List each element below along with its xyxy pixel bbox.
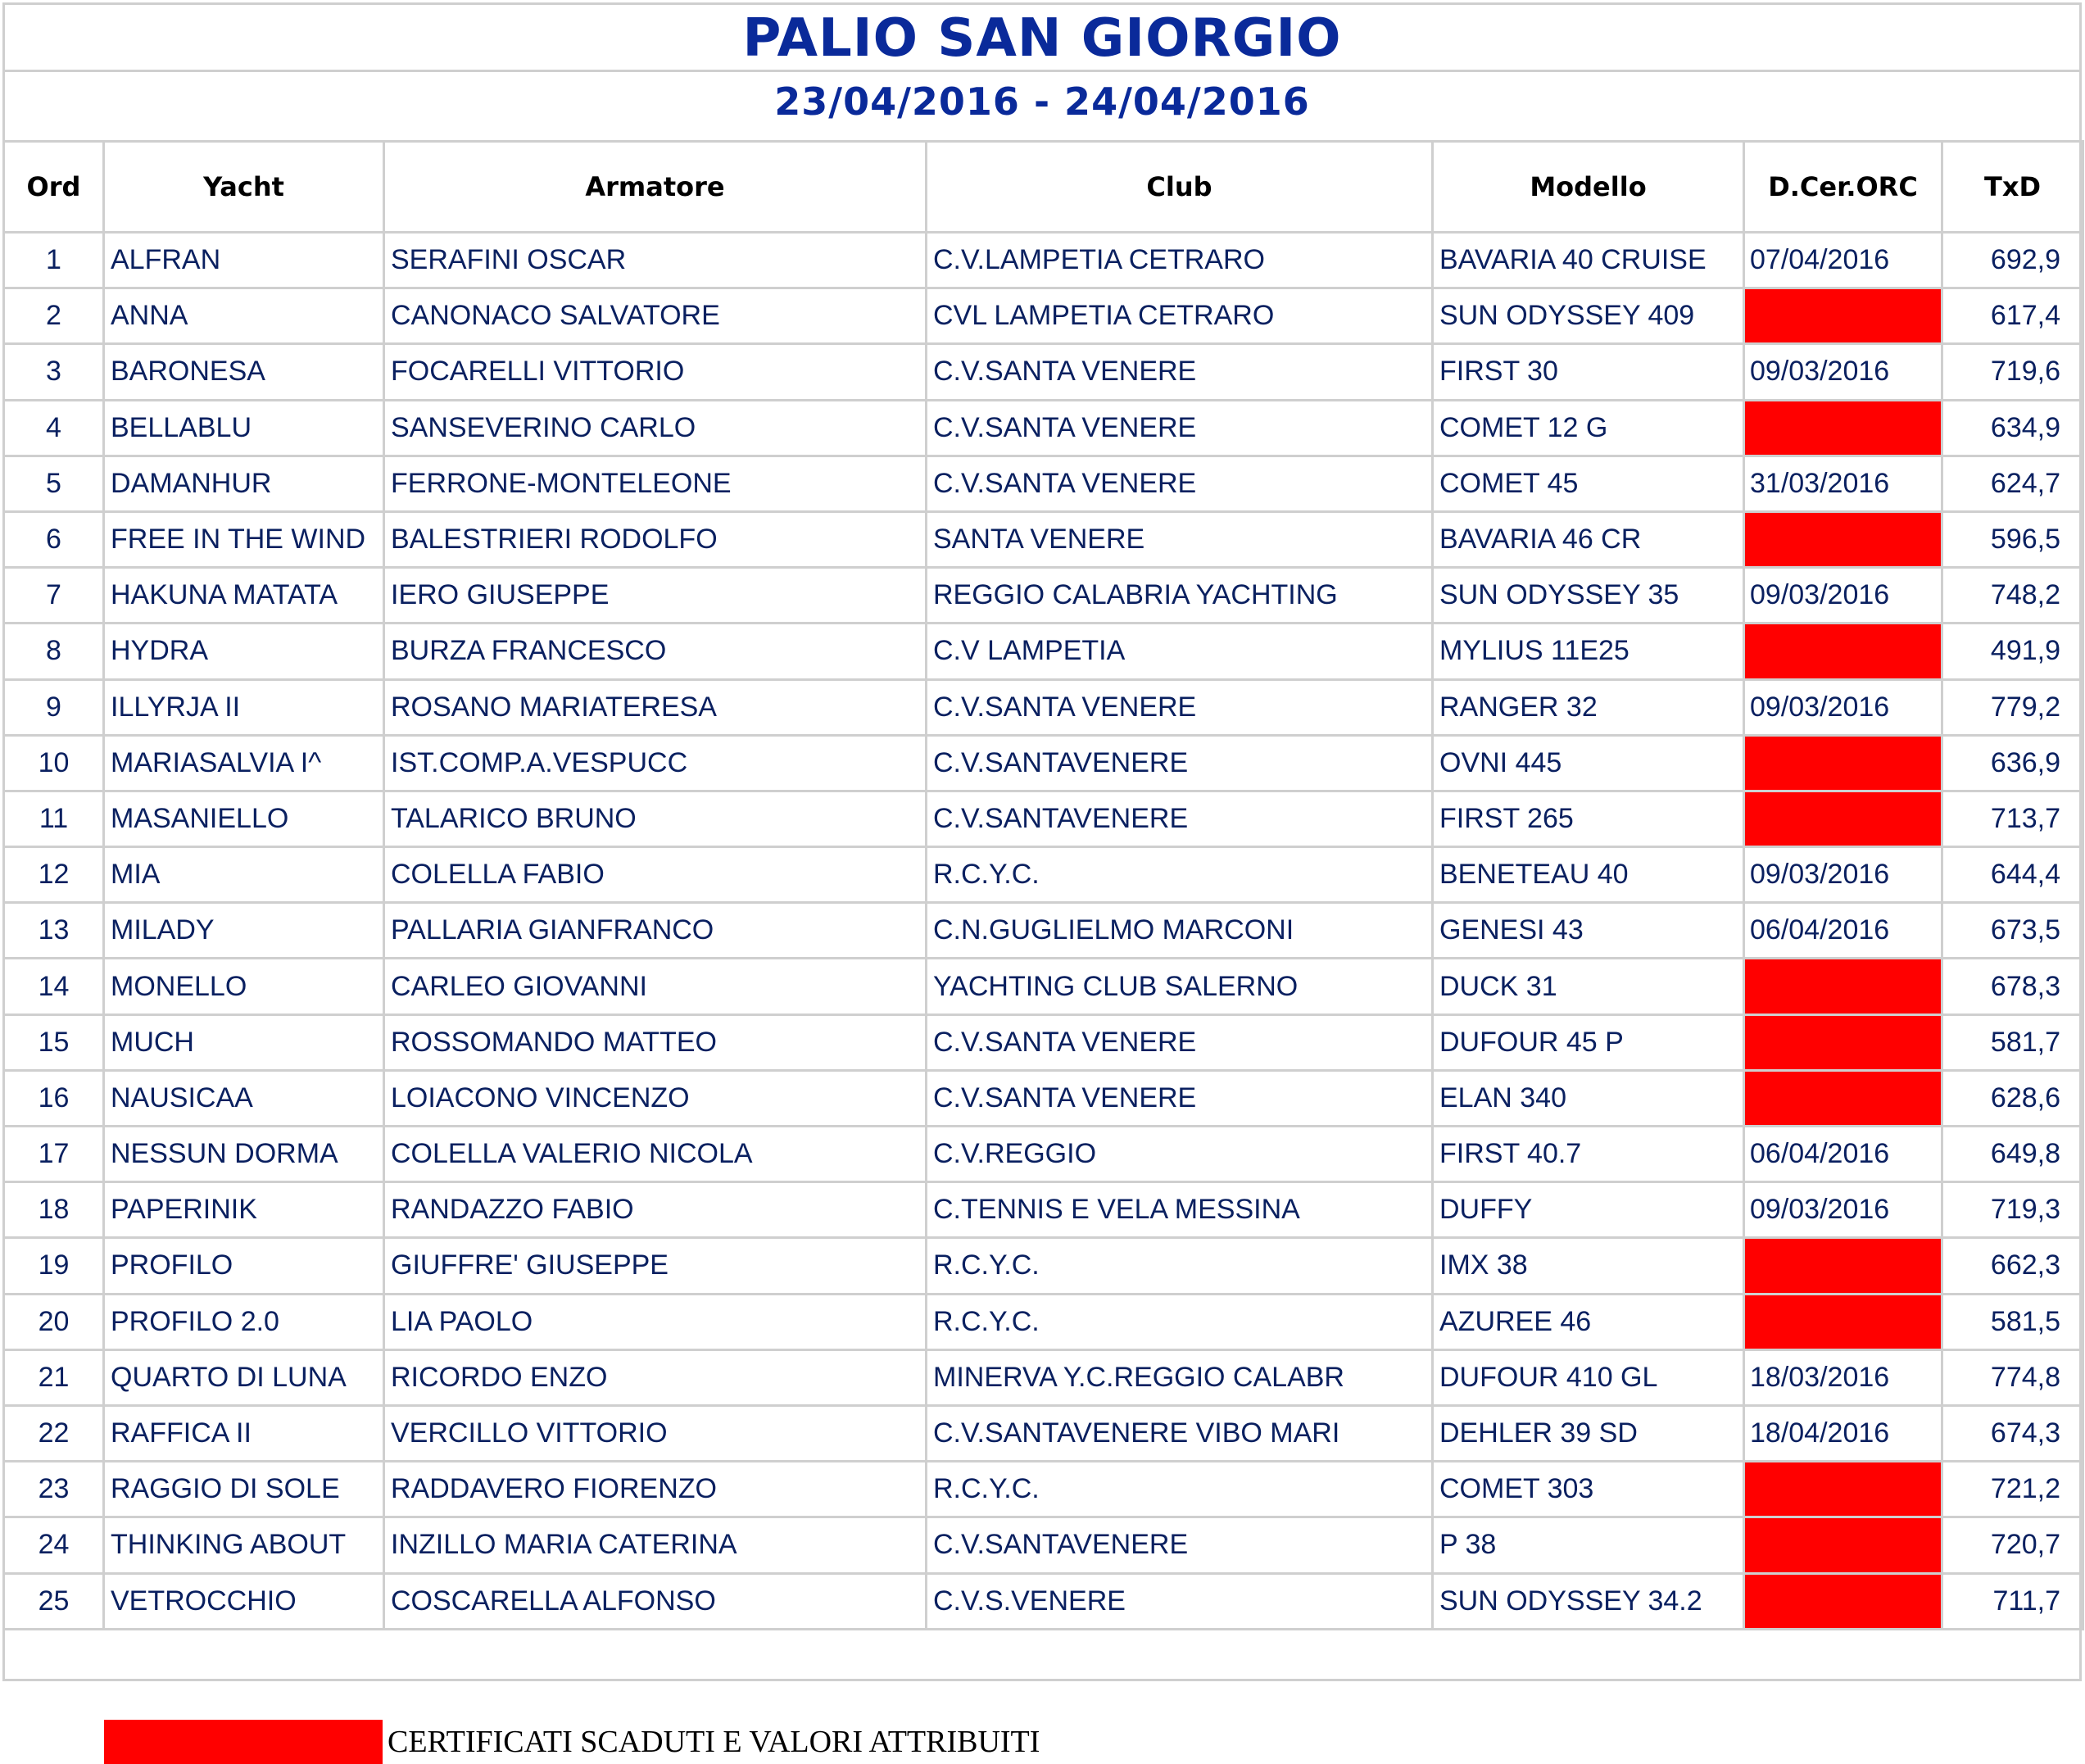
cell-cert-expired bbox=[1744, 1014, 1942, 1070]
cell-club: R.C.Y.C. bbox=[927, 1462, 1433, 1517]
cell-modello: SUN ODYSSEY 35 bbox=[1433, 568, 1744, 624]
cell-yacht: ALFRAN bbox=[104, 233, 384, 288]
cell-modello: RANGER 32 bbox=[1433, 679, 1744, 735]
cell-modello: GENESI 43 bbox=[1433, 903, 1744, 959]
table-row bbox=[4, 1517, 2083, 1573]
column-header-cert-date: D.Cer.ORC bbox=[1744, 142, 1942, 233]
cell-cert-date: 06/04/2016 bbox=[1744, 1127, 1942, 1182]
cell-yacht: MONELLO bbox=[104, 959, 384, 1014]
cell-yacht: ILLYRJA II bbox=[104, 679, 384, 735]
cell-ord: 7 bbox=[4, 568, 104, 624]
cell-cert-date: 18/03/2016 bbox=[1744, 1349, 1942, 1405]
table-row bbox=[4, 1182, 2083, 1238]
cell-txd: 624,7 bbox=[1942, 456, 2083, 511]
cell-cert-expired bbox=[1744, 735, 1942, 791]
cell-txd: 719,3 bbox=[1942, 1182, 2083, 1238]
cell-club: C.N.GUGLIELMO MARCONI bbox=[927, 903, 1433, 959]
cell-txd: 634,9 bbox=[1942, 400, 2083, 456]
page-title: PALIO SAN GIORGIO bbox=[742, 8, 1342, 69]
cell-txd: 774,8 bbox=[1942, 1349, 2083, 1405]
cell-cert-expired bbox=[1744, 288, 1942, 344]
cell-txd: 673,5 bbox=[1942, 903, 2083, 959]
cell-yacht: BELLABLU bbox=[104, 400, 384, 456]
table-body bbox=[4, 233, 2083, 1630]
table-row bbox=[4, 1573, 2083, 1629]
table-row bbox=[4, 288, 2083, 344]
cell-armatore: TALARICO BRUNO bbox=[384, 791, 927, 846]
cell-ord: 25 bbox=[4, 1573, 104, 1629]
cell-armatore: RANDAZZO FABIO bbox=[384, 1182, 927, 1238]
cell-armatore: PALLARIA GIANFRANCO bbox=[384, 903, 927, 959]
cell-cert-date: 09/03/2016 bbox=[1744, 679, 1942, 735]
cell-club: C.V.SANTA VENERE bbox=[927, 679, 1433, 735]
cell-yacht: RAGGIO DI SOLE bbox=[104, 1462, 384, 1517]
cell-modello: DUFOUR 410 GL bbox=[1433, 1349, 1744, 1405]
table-row bbox=[4, 1462, 2083, 1517]
cell-modello: SUN ODYSSEY 409 bbox=[1433, 288, 1744, 344]
cell-ord: 13 bbox=[4, 903, 104, 959]
cell-yacht: NESSUN DORMA bbox=[104, 1127, 384, 1182]
entries-table bbox=[2, 140, 2084, 1630]
cell-modello: BENETEAU 40 bbox=[1433, 847, 1744, 903]
cell-armatore: ROSANO MARIATERESA bbox=[384, 679, 927, 735]
cell-txd: 692,9 bbox=[1942, 233, 2083, 288]
cell-txd: 581,5 bbox=[1942, 1294, 2083, 1349]
cell-armatore: COSCARELLA ALFONSO bbox=[384, 1573, 927, 1629]
cell-ord: 3 bbox=[4, 344, 104, 400]
column-header-yacht: Yacht bbox=[104, 142, 384, 233]
cell-yacht: PAPERINIK bbox=[104, 1182, 384, 1238]
cell-club: C.V.SANTA VENERE bbox=[927, 456, 1433, 511]
table-row bbox=[4, 511, 2083, 567]
cell-txd: 719,6 bbox=[1942, 344, 2083, 400]
cell-txd: 636,9 bbox=[1942, 735, 2083, 791]
cell-armatore: COLELLA FABIO bbox=[384, 847, 927, 903]
table-row bbox=[4, 903, 2083, 959]
cell-modello: BAVARIA 46 CR bbox=[1433, 511, 1744, 567]
cell-yacht: FREE IN THE WIND bbox=[104, 511, 384, 567]
cell-yacht: MIA bbox=[104, 847, 384, 903]
cell-yacht: HAKUNA MATATA bbox=[104, 568, 384, 624]
cell-yacht: DAMANHUR bbox=[104, 456, 384, 511]
cell-cert-date: 06/04/2016 bbox=[1744, 903, 1942, 959]
table-row bbox=[4, 1014, 2083, 1070]
cell-txd: 678,3 bbox=[1942, 959, 2083, 1014]
cell-cert-expired bbox=[1744, 1070, 1942, 1126]
cell-ord: 2 bbox=[4, 288, 104, 344]
cell-armatore: RADDAVERO FIORENZO bbox=[384, 1462, 927, 1517]
cell-cert-date: 09/03/2016 bbox=[1744, 568, 1942, 624]
cell-club: R.C.Y.C. bbox=[927, 847, 1433, 903]
cell-txd: 721,2 bbox=[1942, 1462, 2083, 1517]
date-row bbox=[5, 72, 2079, 143]
cell-club: C.V.SANTA VENERE bbox=[927, 344, 1433, 400]
cell-armatore: RICORDO ENZO bbox=[384, 1349, 927, 1405]
cell-cert-expired bbox=[1744, 511, 1942, 567]
cell-cert-expired bbox=[1744, 1238, 1942, 1294]
cell-ord: 19 bbox=[4, 1238, 104, 1294]
cell-cert-date: 18/04/2016 bbox=[1744, 1405, 1942, 1461]
cell-club: C.V LAMPETIA bbox=[927, 624, 1433, 679]
cell-yacht: THINKING ABOUT bbox=[104, 1517, 384, 1573]
cell-club: C.V.SANTAVENERE bbox=[927, 1517, 1433, 1573]
cell-ord: 8 bbox=[4, 624, 104, 679]
cell-ord: 20 bbox=[4, 1294, 104, 1349]
cell-ord: 23 bbox=[4, 1462, 104, 1517]
cell-ord: 9 bbox=[4, 679, 104, 735]
cell-modello: DUFFY bbox=[1433, 1182, 1744, 1238]
table-row bbox=[4, 1238, 2083, 1294]
cell-cert-date: 31/03/2016 bbox=[1744, 456, 1942, 511]
cell-ord: 17 bbox=[4, 1127, 104, 1182]
cell-club: R.C.Y.C. bbox=[927, 1294, 1433, 1349]
cell-club: REGGIO CALABRIA YACHTING bbox=[927, 568, 1433, 624]
cell-ord: 10 bbox=[4, 735, 104, 791]
table-row bbox=[4, 959, 2083, 1014]
column-header-modello: Modello bbox=[1433, 142, 1744, 233]
cell-club: C.V.LAMPETIA CETRARO bbox=[927, 233, 1433, 288]
table-row bbox=[4, 679, 2083, 735]
cell-armatore: CARLEO GIOVANNI bbox=[384, 959, 927, 1014]
cell-club: C.V.S.VENERE bbox=[927, 1573, 1433, 1629]
cell-ord: 18 bbox=[4, 1182, 104, 1238]
cell-txd: 711,7 bbox=[1942, 1573, 2083, 1629]
cell-modello: COMET 45 bbox=[1433, 456, 1744, 511]
cell-ord: 12 bbox=[4, 847, 104, 903]
cell-txd: 628,6 bbox=[1942, 1070, 2083, 1126]
column-header-ord: Ord bbox=[4, 142, 104, 233]
column-header-club: Club bbox=[927, 142, 1433, 233]
table-row bbox=[4, 233, 2083, 288]
cell-yacht: ANNA bbox=[104, 288, 384, 344]
table-row bbox=[4, 735, 2083, 791]
table-row bbox=[4, 344, 2083, 400]
cell-ord: 21 bbox=[4, 1349, 104, 1405]
cell-club: C.V.SANTAVENERE bbox=[927, 735, 1433, 791]
cell-ord: 11 bbox=[4, 791, 104, 846]
table-row bbox=[4, 1294, 2083, 1349]
cell-txd: 720,7 bbox=[1942, 1517, 2083, 1573]
cell-modello: BAVARIA 40 CRUISE bbox=[1433, 233, 1744, 288]
cell-cert-expired bbox=[1744, 959, 1942, 1014]
cell-modello: DEHLER 39 SD bbox=[1433, 1405, 1744, 1461]
cell-modello: FIRST 40.7 bbox=[1433, 1127, 1744, 1182]
event-dates: 23/04/2016 - 24/04/2016 bbox=[774, 79, 1310, 124]
cell-modello: DUFOUR 45 P bbox=[1433, 1014, 1744, 1070]
cell-txd: 617,4 bbox=[1942, 288, 2083, 344]
table-row bbox=[4, 624, 2083, 679]
cell-cert-expired bbox=[1744, 1573, 1942, 1629]
results-sheet bbox=[2, 2, 2082, 1681]
cell-yacht: RAFFICA II bbox=[104, 1405, 384, 1461]
cell-armatore: CANONACO SALVATORE bbox=[384, 288, 927, 344]
cell-armatore: IST.COMP.A.VESPUCC bbox=[384, 735, 927, 791]
cell-yacht: BARONESA bbox=[104, 344, 384, 400]
cell-armatore: FOCARELLI VITTORIO bbox=[384, 344, 927, 400]
column-header-txd: TxD bbox=[1942, 142, 2083, 233]
table-row bbox=[4, 1070, 2083, 1126]
cell-armatore: VERCILLO VITTORIO bbox=[384, 1405, 927, 1461]
cell-txd: 748,2 bbox=[1942, 568, 2083, 624]
cell-txd: 713,7 bbox=[1942, 791, 2083, 846]
cell-armatore: FERRONE-MONTELEONE bbox=[384, 456, 927, 511]
cell-armatore: ROSSOMANDO MATTEO bbox=[384, 1014, 927, 1070]
cell-modello: FIRST 265 bbox=[1433, 791, 1744, 846]
cell-cert-expired bbox=[1744, 624, 1942, 679]
cell-txd: 644,4 bbox=[1942, 847, 2083, 903]
cell-ord: 14 bbox=[4, 959, 104, 1014]
cell-club: C.V.REGGIO bbox=[927, 1127, 1433, 1182]
cell-cert-expired bbox=[1744, 791, 1942, 846]
cell-txd: 674,3 bbox=[1942, 1405, 2083, 1461]
cell-cert-expired bbox=[1744, 400, 1942, 456]
cell-txd: 596,5 bbox=[1942, 511, 2083, 567]
cell-ord: 15 bbox=[4, 1014, 104, 1070]
cell-txd: 779,2 bbox=[1942, 679, 2083, 735]
cell-ord: 24 bbox=[4, 1517, 104, 1573]
legend-label: CERTIFICATI SCADUTI E VALORI ATTRIBUITI bbox=[388, 1725, 1040, 1759]
cell-cert-date: 09/03/2016 bbox=[1744, 1182, 1942, 1238]
cell-armatore: INZILLO MARIA CATERINA bbox=[384, 1517, 927, 1573]
table-row bbox=[4, 1405, 2083, 1461]
cell-cert-date: 07/04/2016 bbox=[1744, 233, 1942, 288]
cell-modello: IMX 38 bbox=[1433, 1238, 1744, 1294]
table-row bbox=[4, 1127, 2083, 1182]
cell-armatore: SANSEVERINO CARLO bbox=[384, 400, 927, 456]
cell-armatore: SERAFINI OSCAR bbox=[384, 233, 927, 288]
cell-yacht: PROFILO 2.0 bbox=[104, 1294, 384, 1349]
table-row bbox=[4, 456, 2083, 511]
table-row bbox=[4, 568, 2083, 624]
cell-club: C.V.SANTA VENERE bbox=[927, 400, 1433, 456]
column-header-armatore: Armatore bbox=[384, 142, 927, 233]
table-row bbox=[4, 400, 2083, 456]
cell-ord: 1 bbox=[4, 233, 104, 288]
cell-modello: COMET 12 G bbox=[1433, 400, 1744, 456]
cell-club: SANTA VENERE bbox=[927, 511, 1433, 567]
cell-modello: AZUREE 46 bbox=[1433, 1294, 1744, 1349]
cell-yacht: MASANIELLO bbox=[104, 791, 384, 846]
cell-armatore: LIA PAOLO bbox=[384, 1294, 927, 1349]
cell-club: R.C.Y.C. bbox=[927, 1238, 1433, 1294]
cell-ord: 4 bbox=[4, 400, 104, 456]
cell-club: CVL LAMPETIA CETRARO bbox=[927, 288, 1433, 344]
cell-txd: 581,7 bbox=[1942, 1014, 2083, 1070]
cell-armatore: IERO GIUSEPPE bbox=[384, 568, 927, 624]
cell-club: C.V.SANTAVENERE VIBO MARI bbox=[927, 1405, 1433, 1461]
cell-txd: 649,8 bbox=[1942, 1127, 2083, 1182]
cell-yacht: QUARTO DI LUNA bbox=[104, 1349, 384, 1405]
cell-club: C.TENNIS E VELA MESSINA bbox=[927, 1182, 1433, 1238]
cell-txd: 491,9 bbox=[1942, 624, 2083, 679]
legend-swatch-expired bbox=[104, 1720, 383, 1764]
header-row bbox=[4, 142, 2083, 233]
cell-club: YACHTING CLUB SALERNO bbox=[927, 959, 1433, 1014]
table-row bbox=[4, 1349, 2083, 1405]
cell-yacht: NAUSICAA bbox=[104, 1070, 384, 1126]
cell-modello: P 38 bbox=[1433, 1517, 1744, 1573]
cell-armatore: BURZA FRANCESCO bbox=[384, 624, 927, 679]
cell-club: C.V.SANTAVENERE bbox=[927, 791, 1433, 846]
cell-cert-date: 09/03/2016 bbox=[1744, 847, 1942, 903]
cell-armatore: COLELLA VALERIO NICOLA bbox=[384, 1127, 927, 1182]
cell-modello: DUCK 31 bbox=[1433, 959, 1744, 1014]
cell-modello: MYLIUS 11E25 bbox=[1433, 624, 1744, 679]
cell-yacht: MARIASALVIA I^ bbox=[104, 735, 384, 791]
cell-ord: 6 bbox=[4, 511, 104, 567]
cell-ord: 16 bbox=[4, 1070, 104, 1126]
cell-cert-expired bbox=[1744, 1294, 1942, 1349]
cell-yacht: MILADY bbox=[104, 903, 384, 959]
cell-club: MINERVA Y.C.REGGIO CALABR bbox=[927, 1349, 1433, 1405]
cell-armatore: LOIACONO VINCENZO bbox=[384, 1070, 927, 1126]
cell-modello: OVNI 445 bbox=[1433, 735, 1744, 791]
title-row bbox=[5, 5, 2079, 72]
cell-armatore: BALESTRIERI RODOLFO bbox=[384, 511, 927, 567]
cell-cert-expired bbox=[1744, 1517, 1942, 1573]
cell-ord: 5 bbox=[4, 456, 104, 511]
cell-modello: COMET 303 bbox=[1433, 1462, 1744, 1517]
cell-ord: 22 bbox=[4, 1405, 104, 1461]
cell-modello: SUN ODYSSEY 34.2 bbox=[1433, 1573, 1744, 1629]
cell-yacht: HYDRA bbox=[104, 624, 384, 679]
cell-modello: FIRST 30 bbox=[1433, 344, 1744, 400]
cell-txd: 662,3 bbox=[1942, 1238, 2083, 1294]
cell-club: C.V.SANTA VENERE bbox=[927, 1014, 1433, 1070]
cell-modello: ELAN 340 bbox=[1433, 1070, 1744, 1126]
cell-cert-expired bbox=[1744, 1462, 1942, 1517]
cell-yacht: MUCH bbox=[104, 1014, 384, 1070]
cell-yacht: VETROCCHIO bbox=[104, 1573, 384, 1629]
cell-club: C.V.SANTA VENERE bbox=[927, 1070, 1433, 1126]
cell-yacht: PROFILO bbox=[104, 1238, 384, 1294]
cell-armatore: GIUFFRE' GIUSEPPE bbox=[384, 1238, 927, 1294]
cell-cert-date: 09/03/2016 bbox=[1744, 344, 1942, 400]
table-row bbox=[4, 791, 2083, 846]
table-row bbox=[4, 847, 2083, 903]
